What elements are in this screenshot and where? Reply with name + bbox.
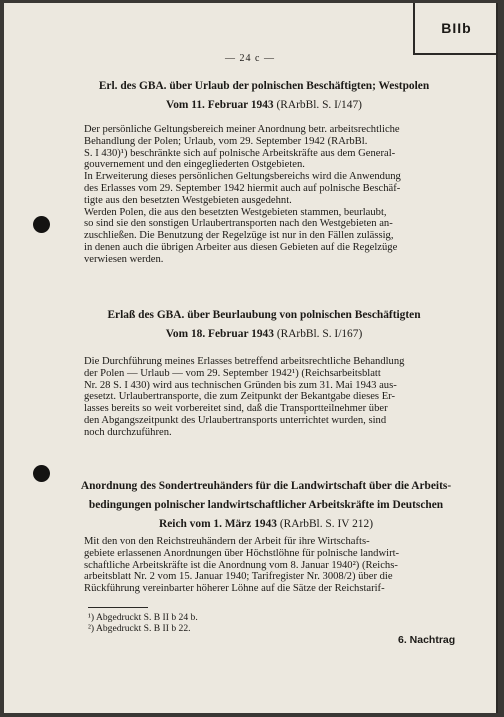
body-line: so sind sie den sonstigen Urlaubertransporten nach den Westgebieten an- bbox=[84, 218, 393, 230]
body-line: arbeitsblatt Nr. 2 vom 15. Januar 1940; Tarifregister Nr. 3008/2) über die bbox=[84, 571, 393, 583]
body-line: S. I 430)¹) beschränkte sich auf polnische Arbeitskräfte aus dem General- bbox=[84, 147, 396, 159]
body-line: gesetzt. Urlaubertransporte, die zum Zeitpunkt der Bekantgabe dieses Er- bbox=[84, 391, 396, 403]
body-line: Mit den von den Reichstreuhändern der Arbeit für ihre Wirtschafts- bbox=[84, 536, 370, 547]
body-line: in denen auch die übrigen Arbeiter aus diesen Gebieten auf die Regelzüge bbox=[84, 241, 398, 253]
body-line: Werden Polen, die aus den besetzten Westgebieten stammen, beurlaubt, bbox=[84, 206, 387, 218]
body-line: gebiete erlassenen Anordnungen über Höchstlöhne für polnische landwirt- bbox=[84, 547, 400, 559]
body-line: lasses bereits so weit vorbereitet sind, daß die Transportteilnehmer über bbox=[84, 403, 388, 415]
body-line: der Polen — Urlaub — vom 29. September 1942¹) (Reichsarbeitsblatt bbox=[84, 367, 381, 379]
body-line: In Erweiterung dieses persönlichen Geltungsbereichs wird die Anwendung bbox=[84, 171, 401, 183]
body-line: zuschließen. Die Benutzung der Regelzüge ist nur in den Fällen zulässig, bbox=[84, 230, 394, 242]
footnote-2: ²) Abgedruckt S. B II b 22. bbox=[88, 623, 191, 634]
body-line: tigte aus den besetzten Westgebieten ausgedehnt. bbox=[84, 194, 292, 206]
section-1-heading bbox=[54, 77, 474, 115]
section-tab: BIIb bbox=[413, 3, 498, 55]
footnotes bbox=[88, 612, 198, 634]
body-line: schaftliche Arbeitskräfte ist die Anordnung vom 8. Januar 1940²) (Reichs- bbox=[84, 559, 398, 571]
punch-hole bbox=[33, 465, 50, 482]
footnote-rule bbox=[88, 607, 148, 608]
section-1-body bbox=[84, 124, 452, 266]
supplement-label: 6. Nachtrag bbox=[398, 634, 456, 646]
section-3-date: Reich vom 1. März 1943 (RArbBl. S. IV 212) bbox=[159, 518, 373, 530]
document-page bbox=[4, 3, 498, 713]
section-2-body bbox=[84, 356, 452, 439]
section-3-body bbox=[84, 536, 452, 595]
body-line: Die Durchführung meines Erlasses betreffend arbeitsrechtliche Behandlung bbox=[84, 356, 405, 367]
section-2-title: Erlaß des GBA. über Beurlaubung von polnischen Beschäftigten bbox=[107, 309, 421, 321]
section-2-date: Vom 18. Februar 1943 (RArbBl. S. I/167) bbox=[165, 328, 363, 340]
section-3-title-line-2: bedingungen polnischer landwirtschaftlicher Arbeitskräfte im Deutschen bbox=[88, 499, 444, 511]
body-line: Der persönliche Geltungsbereich meiner Anordnung betr. arbeitsrechtliche bbox=[84, 124, 400, 135]
body-line: Rückführung vereinbarter höherer Löhne auf die Sätze der Reichstarif- bbox=[84, 583, 385, 595]
body-line: Nr. 28 S. I 430) wird aus technischen Gründen bis zum 31. Mai 1943 aus- bbox=[84, 379, 397, 391]
body-line: noch durchzuführen. bbox=[84, 426, 172, 438]
section-3-title-line-1: Anordnung des Sondertreuhänders für die Landwirtschaft über die Arbeits- bbox=[80, 480, 452, 492]
body-line: gouvernement und den eingegliederten Ostgebieten. bbox=[84, 159, 305, 171]
punch-hole bbox=[33, 216, 50, 233]
body-line: Behandlung der Polen; Urlaub, vom 29. September 1942 (RArbBl. bbox=[84, 135, 368, 147]
footnote-1: ¹) Abgedruckt S. B II b 24 b. bbox=[88, 612, 198, 623]
section-1-title: Erl. des GBA. über Urlaub der polnischen Beschäftigten; Westpolen bbox=[98, 80, 430, 92]
body-line: des Erlasses vom 29. September 1942 hiermit auch auf polnische Beschäf- bbox=[84, 182, 401, 194]
body-line: verwiesen werden. bbox=[84, 253, 164, 265]
page-number: — 24 c — bbox=[225, 53, 275, 64]
body-line: den Abgangszeitpunkt des Urlaubertransports unterrichtet wurden, sind bbox=[84, 414, 387, 426]
section-3-heading bbox=[74, 477, 458, 534]
section-2-heading bbox=[54, 306, 474, 344]
section-1-date: Vom 11. Februar 1943 (RArbBl. S. I/147) bbox=[166, 99, 362, 111]
